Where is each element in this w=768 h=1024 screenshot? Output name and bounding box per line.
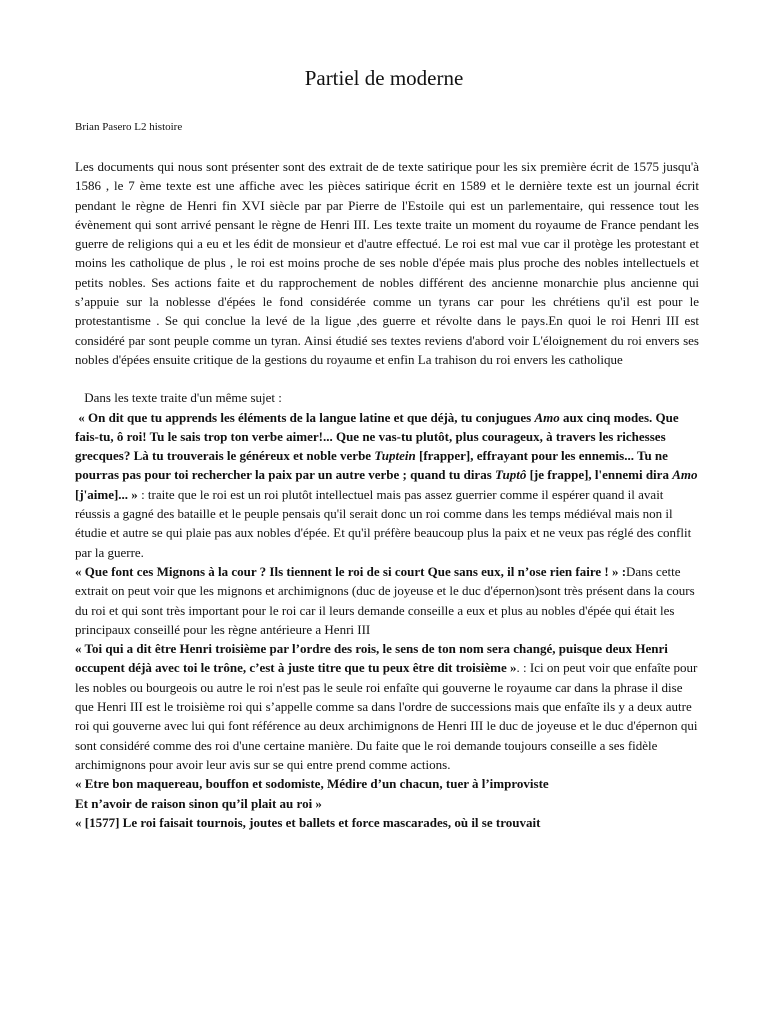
quote-1-close: [j'aime]... »: [75, 486, 138, 502]
quote-1-comment: : traite que le roi est un roi plutôt intellectuel mais pas assez guerrier comme il espérer quand il avait réussis a gagné des bataille et le peuple pensais qu'il serait donc un roi comme dans les temps médiéval mais non il étudie et autre se qui plaie pas aux nobles d'épée. Et qu'il préfère beaucoup plus la paix et ne veux pas réglé des conflit par la guerre.: [75, 486, 692, 560]
quote-1-open: « On dit que tu apprends les éléments de la langue latine et que déjà, tu conjugues: [78, 409, 535, 425]
quote-1-amo: Amo: [534, 409, 560, 425]
author-line: Brian Pasero L2 histoire: [75, 121, 183, 133]
page-title: Partiel de moderne: [304, 66, 464, 90]
quote-1-paragraph: [75, 408, 699, 562]
quote-2-comment: Dans cette extrait on peut voir que les mignons et archimignons (duc de joyeuse et le duc d'épernon)sont très présent dans la cours du roi et qui sont très important pour le roi car il leurs demande conseille a eux et plus au nobles d'épée qui était les principaux conseillé pour les règne antérieure a Henri III: [75, 563, 695, 637]
quote-1-amo-2: Amo: [672, 467, 698, 483]
quote-2: « Que font ces Mignons à la cour ? Ils tiennent le roi de si court Que sans eux, il n’ose rien faire ! » :: [75, 563, 627, 579]
quote-5-line-1: « [1577] Le roi faisait tournois, joutes et ballets et force mascarades, où il se trouvait: [75, 814, 541, 830]
quote-1-tuptein: Tuptein: [374, 448, 416, 464]
intro-paragraph: Les documents qui nous sont présenter sont des extrait de de texte satirique pour les six première écrit de 1575 jusqu'à 1586 , le 7 ème texte est une affiche avec les pièces satirique écrit en 1589 et le dernière texte est un journal écrit pendant le règne de Henri fin XVI siècle par par Pierre de l'Estoile qui est un parlementaire, qui ressence tout les évènement qui sont arrivé pensant le règne de Henri III. Les texte traite un moment du royaume de France pendant les guerre de religions qui a eu et les édit de monsieur et d'autre effectué. Le roi est mal vue car il protège les protestant et moins les catholique de plus , le roi est moins proche de ses noble d'épée mais plus proche des nobles intellectuels et petits nobles. Ses actions faite et du rapprochement de nobles différent des ancienne monarchie plus ancienne qui s’appuie sur la noblesse d'épées le fond considérée comme un tyrans car pour les chrétiens qu'il est pour le protestantisme . Se qui conclue la levé de la ligue ,des guerre et révolte dans le pays.En quoi le roi Henri III est considéré par sont peuple comme un tyran. Ainsi étudié ses textes reviens d'abord voir L'éloignement du roi envers ses nobles d'épées ensuite critique de la gestions du royaume et enfin La trahison du roi envers les catholique: [75, 159, 699, 367]
lead-text: Dans les texte traite d'un même sujet :: [84, 390, 282, 406]
quote-3: « Toi qui a dit être Henri troisième par l’ordre des rois, le sens de ton nom sera changé, puisque deux Henri occupent déjà avec toi le trône, c’est à juste titre que tu peux être dit troisième »: [75, 641, 668, 676]
quote-3-paragraph: [75, 639, 699, 774]
lead-line: [75, 388, 699, 407]
quote-1-mid3: [je frappe], l'ennemi dira: [526, 467, 673, 483]
quote-4-paragraph: [75, 774, 699, 813]
document-body: [75, 157, 699, 832]
quote-5-paragraph: [75, 813, 699, 832]
quote-1-tupto: Tuptô: [495, 467, 527, 483]
quote-4-line-2: Et n’avoir de raison sinon qu’il plait au roi »: [75, 795, 322, 811]
quote-4-line-1: « Etre bon maquereau, bouffon et sodomiste, Médire d’un chacun, tuer à l’improviste: [75, 776, 549, 792]
quote-3-comment: . : Ici on peut voir que enfaîte pour les nobles ou bourgeois ou autre le roi n'est pas le seule roi enfaîte qui gouverne le royaume car dans la phrase il dise que Henri III est le troisième roi qui s’appelle comme sa dans l'ordre de successions mais que enfaîte ils y a deux autre roi qui gouverne avec lui qui font référence au deux archimignons de Henri III le duc de joyeuse et le duc d'épernon qui sont considéré comme des roi d'une certaine manière. Du faite que le roi demande toujours conseille a ses fidèle archimignons pour avoir leur avis sur se qui entre prend comme actions.: [75, 660, 698, 772]
quote-1-mid2: [frapper], effrayant pour les ennemis... Tu ne pourras pas pour toi rechercher la paix par un autre verbe ; quand tu diras: [75, 448, 668, 483]
quote-2-paragraph: [75, 562, 699, 639]
quote-1-mid1: aux cinq modes. Que fais-tu, ô roi! Tu le sais trop ton verbe aimer!... Que ne vas-tu plutôt, plus courageux, à travers les richesses grecques? Là tu trouverais le généreux et noble verbe: [75, 409, 679, 464]
